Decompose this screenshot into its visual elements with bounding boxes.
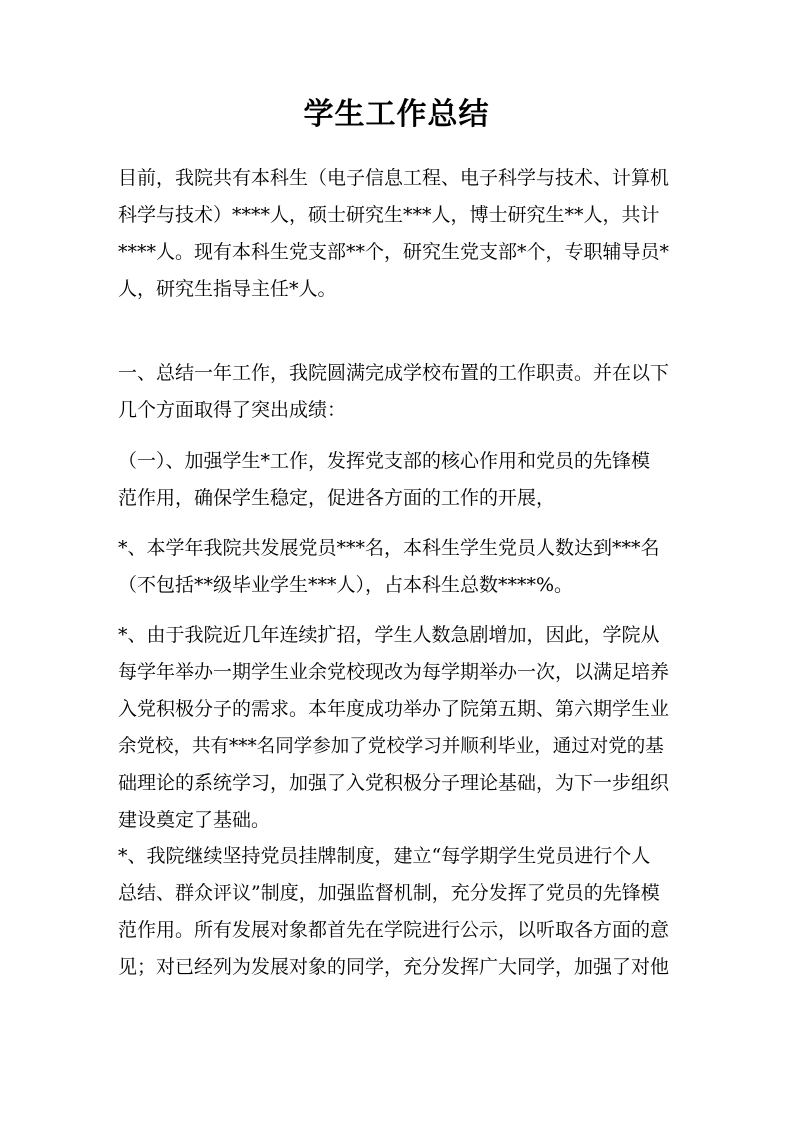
text-line: 目前，我院共有本科生（电子信息工程、电子科学与技术、计算机 [118, 167, 670, 189]
text-line: *、本学年我院共发展党员***名，本科生学生党员人数达到***名 [118, 537, 660, 559]
document-title: 学生工作总结 [303, 97, 490, 132]
text-line: *、我院继续坚持党员挂牌制度，建立“每学期学生党员进行个人 [118, 845, 651, 867]
text-line: （一）、加强学生*工作，发挥党支部的核心作用和党员的先锋模 [118, 450, 651, 472]
text-line: 每学年举办一期学生业余党校现改为每学期举办一次，以满足培养 [118, 661, 670, 683]
text-line: 范作用。所有发展对象都首先在学院进行公示，以听取各方面的意 [118, 919, 670, 941]
text-line: 建设奠定了基础。 [118, 809, 271, 831]
paragraph-subsection-one [118, 443, 678, 517]
text-line: 础理论的系统学习，加强了入党积极分子理论基础，为下一步组织 [118, 772, 670, 794]
text-line: ****人。现有本科生党支部**个，研究生党支部*个，专职辅导员* [118, 241, 670, 263]
paragraph-section-one [118, 355, 678, 429]
paragraph-item-party-school [118, 617, 678, 839]
text-line: 几个方面取得了突出成绩： [118, 399, 347, 421]
text-line: （不包括**级毕业学生***人），占本科生总数****%。 [118, 574, 574, 596]
text-line: 一、总结一年工作，我院圆满完成学校布置的工作职责。并在以下 [118, 362, 670, 384]
text-line: 总结、群众评议”制度，加强监督机制，充分发挥了党员的先锋模 [118, 882, 660, 904]
text-line: 入党积极分子的需求。本年度成功举办了院第五期、第六期学生业 [118, 698, 670, 720]
text-line: 余党校，共有***名同学参加了党校学习并顺利毕业，通过对党的基 [118, 736, 664, 757]
text-line: 见；对已经列为发展对象的同学，充分发挥广大同学，加强了对他 [118, 956, 670, 978]
paragraph-item-membership [118, 530, 678, 604]
text-line: 范作用，确保学生稳定，促进各方面的工作的开展， [118, 487, 556, 509]
text-line: 科学与技术）****人，硕士研究生***人，博士研究生**人，共计 [118, 204, 660, 226]
text-line: 人，研究生指导主任*人。 [118, 278, 337, 300]
text-line: *、由于我院近几年连续扩招，学生人数急剧增加，因此，学院从 [118, 624, 660, 646]
paragraph-item-badge-system [118, 838, 678, 986]
paragraph-intro [118, 160, 678, 308]
